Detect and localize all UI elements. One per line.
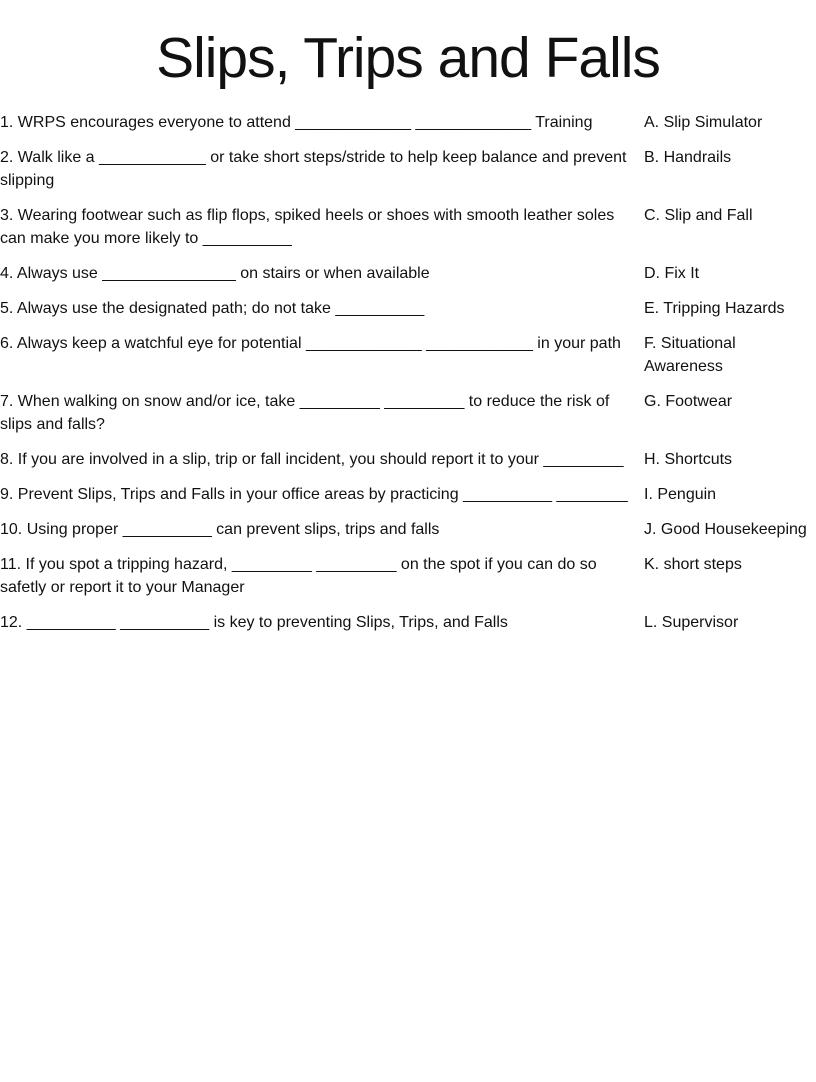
- question-body: When walking on snow and/or ice, take _________ _________ to reduce the risk of slips and falls?: [0, 392, 610, 433]
- option-letter: J.: [644, 520, 657, 538]
- question-body: Wearing footwear such as flip flops, spiked heels or shoes with smooth leather soles can make you more likely to __________: [0, 206, 615, 247]
- worksheet-row: [0, 332, 816, 378]
- question-text: [0, 262, 632, 285]
- option-label: Tripping Hazards: [663, 299, 785, 317]
- option-label: Shortcuts: [664, 450, 733, 468]
- question-body: Always use _______________ on stairs or when available: [16, 264, 430, 282]
- question-number: 5.: [0, 299, 14, 317]
- question-number: 12.: [0, 613, 23, 631]
- question-body: Using proper __________ can prevent slips, trips and falls: [26, 520, 440, 538]
- question-number: 1.: [0, 113, 14, 131]
- worksheet-row: [0, 204, 816, 250]
- question-number: 8.: [0, 450, 14, 468]
- question-text: [0, 146, 632, 192]
- option-label: Handrails: [663, 148, 732, 166]
- answer-option: [644, 611, 816, 634]
- worksheet-row: [0, 390, 816, 436]
- answer-option: [644, 262, 816, 285]
- option-label: Supervisor: [661, 613, 739, 631]
- question-text: [0, 297, 632, 320]
- answer-option: [644, 483, 816, 506]
- question-number: 4.: [0, 264, 14, 282]
- worksheet-page: [0, 26, 816, 1082]
- worksheet-row: [0, 111, 816, 134]
- answer-option: [644, 332, 816, 378]
- question-text: [0, 111, 632, 134]
- answer-option: [644, 448, 816, 471]
- option-letter: B.: [644, 148, 660, 166]
- answer-option: [644, 518, 816, 541]
- question-text: [0, 204, 632, 250]
- worksheet-row: [0, 262, 816, 285]
- question-number: 11.: [0, 555, 22, 573]
- answer-option: [644, 111, 816, 134]
- question-text: [0, 611, 632, 634]
- worksheet-row: [0, 518, 816, 541]
- question-text: [0, 483, 632, 506]
- question-body: If you are involved in a slip, trip or fall incident, you should report it to your _________: [17, 450, 624, 468]
- question-number: 3.: [0, 206, 14, 224]
- question-body: __________ __________ is key to preventing Slips, Trips, and Falls: [26, 613, 508, 631]
- question-text: [0, 390, 632, 436]
- worksheet-row: [0, 553, 816, 599]
- question-number: 6.: [0, 334, 14, 352]
- question-number: 9.: [0, 485, 14, 503]
- option-label: Fix It: [664, 264, 700, 282]
- question-body: Always keep a watchful eye for potential _____________ ____________ in your path: [16, 334, 621, 352]
- worksheet-row: [0, 448, 816, 471]
- option-letter: L.: [644, 613, 658, 631]
- option-label: Slip Simulator: [663, 113, 763, 131]
- option-label: Footwear: [665, 392, 733, 410]
- question-body: WRPS encourages everyone to attend _____________ _____________ Training: [17, 113, 593, 131]
- option-letter: I.: [644, 485, 653, 503]
- question-number: 2.: [0, 148, 14, 166]
- answer-option: [644, 297, 816, 320]
- question-body: Walk like a ____________ or take short steps/stride to help keep balance and prevent slipping: [0, 148, 627, 189]
- option-letter: K.: [644, 555, 660, 573]
- option-letter: C.: [644, 206, 660, 224]
- question-text: [0, 332, 632, 355]
- answer-option: [644, 553, 816, 576]
- worksheet-row: [0, 146, 816, 192]
- page-title: Slips, Trips and Falls: [156, 26, 660, 90]
- option-label: Slip and Fall: [664, 206, 753, 224]
- answer-option: [644, 204, 816, 227]
- option-letter: D.: [644, 264, 660, 282]
- option-label: Situational Awareness: [644, 334, 736, 375]
- answer-option: [644, 390, 816, 413]
- question-number: 10.: [0, 520, 23, 538]
- option-letter: H.: [644, 450, 660, 468]
- option-letter: A.: [644, 113, 660, 131]
- question-text: [0, 553, 632, 599]
- question-body: Prevent Slips, Trips and Falls in your office areas by practicing __________ ________: [17, 485, 628, 503]
- worksheet-row: [0, 611, 816, 634]
- option-letter: G.: [644, 392, 661, 410]
- question-number: 7.: [0, 392, 14, 410]
- worksheet-row: [0, 297, 816, 320]
- question-text: [0, 448, 632, 471]
- option-letter: E.: [644, 299, 660, 317]
- answer-option: [644, 146, 816, 169]
- worksheet-row: [0, 483, 816, 506]
- option-label: Penguin: [657, 485, 717, 503]
- option-label: short steps: [663, 555, 742, 573]
- question-text: [0, 518, 632, 541]
- question-body: Always use the designated path; do not take __________: [16, 299, 425, 317]
- option-letter: F.: [644, 334, 657, 352]
- matching-worksheet: [0, 111, 816, 634]
- question-body: If you spot a tripping hazard, _________ _________ on the spot if you can do so safetly or report it to your Manager: [0, 555, 597, 596]
- option-label: Good Housekeeping: [660, 520, 807, 538]
